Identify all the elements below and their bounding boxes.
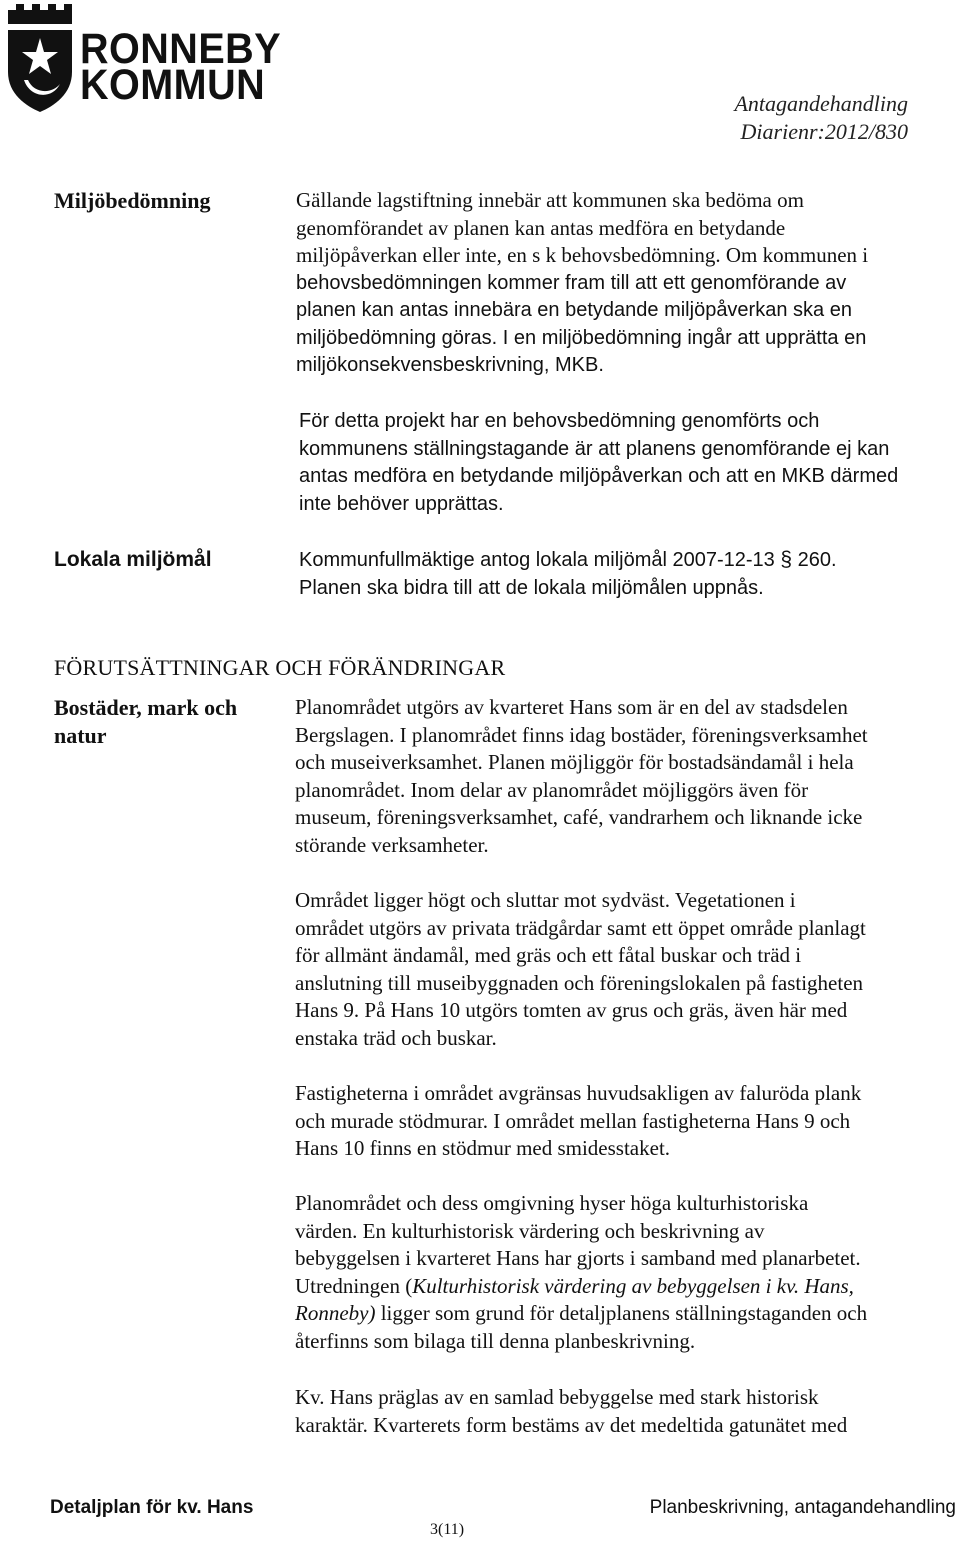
- footer-document-type: Planbeskrivning, antagandehandling: [649, 1497, 956, 1518]
- text-line: bebyggelsen i kvarteret Hans har gjorts i samband med planarbetet.: [295, 1246, 861, 1270]
- bostader-paragraph-1: [295, 694, 945, 859]
- text-line: museum, föreningsverksamhet, café, vandrarhem och liknande icke: [295, 805, 863, 829]
- text-line: störande verksamheter.: [295, 832, 489, 857]
- reference-title-cont: Ronneby): [295, 1301, 376, 1325]
- text-line: [299, 546, 939, 575]
- text-line: för allmänt ändamål, med gräs och ett fåtal buskar och träd i: [295, 943, 802, 967]
- text-line: Hans 9. På Hans 10 utgörs tomten av grus och gräs, även här med: [295, 998, 848, 1022]
- text-line: Området ligger högt och sluttar mot sydväst. Vegetationen i: [295, 888, 796, 912]
- text-line: enstaka träd och buskar.: [295, 1025, 497, 1050]
- text-line: miljökonsekvensbeskrivning, MKB.: [296, 354, 604, 376]
- reference-prefix: Utredningen (: [295, 1273, 413, 1298]
- bostader-paragraph-4: [295, 1190, 955, 1355]
- label-line: Bostäder, mark och: [54, 695, 238, 720]
- text-line: miljöbedömning göras. I en miljöbedömning ingår att upprätta en: [296, 326, 867, 349]
- coat-of-arms-icon: [4, 2, 76, 114]
- text-line: Hans 10 finns en stödmur med smidesstaket.: [295, 1136, 671, 1160]
- text-line: Gällande lagstiftning innebär att kommunen ska bedöma om: [296, 188, 804, 212]
- text-line: [295, 1273, 955, 1301]
- diary-number: Diarienr:2012/830: [740, 119, 908, 144]
- lokala-miljomal-paragraph: [299, 546, 939, 602]
- section-label-miljobedomning: Miljöbedömning: [54, 188, 211, 213]
- document-info: [734, 90, 908, 146]
- section-sign: §: [780, 548, 793, 571]
- label-line: natur: [54, 723, 107, 748]
- text-line: planen kan antas innebära en betydande miljöpåverkan ska en: [296, 299, 852, 321]
- text-line: För detta projekt har en behovsbedömning genomförts och: [299, 410, 820, 432]
- decision-text: Kommunfullmäktige antog lokala miljömål 2007-12-13: [299, 549, 775, 571]
- text-line: genomförandet av planen kan antas medföra en betydande: [296, 215, 786, 240]
- ronneby-kommun-logo: [4, 2, 282, 114]
- bostader-paragraph-2: [295, 887, 945, 1052]
- text-line: värden. En kulturhistorisk värdering och beskrivning av: [295, 1218, 765, 1243]
- document-status: Antagandehandling: [734, 91, 908, 116]
- text-line: Planen ska bidra till att de lokala miljömålen uppnås.: [299, 576, 764, 599]
- text-line: anslutning till museibyggnaden och föreningslokalen på fastigheten: [295, 970, 864, 995]
- bostader-paragraph-5: [295, 1384, 945, 1439]
- text-line: Kv. Hans präglas av en samlad bebyggelse med stark historisk: [295, 1385, 819, 1409]
- text-line: och murade stödmurar. I området mellan fastigheterna Hans 9 och: [295, 1108, 851, 1133]
- logo-text-kommun: KOMMUN: [80, 61, 266, 109]
- section-label-lokala-miljomal: Lokala miljömål: [54, 548, 212, 571]
- miljobedomning-paragraph-2: [299, 408, 939, 518]
- text-line: Bergslagen. I planområdet finns idag bostäder, föreningsverksamhet: [295, 722, 868, 747]
- decision-number: 260.: [797, 549, 837, 571]
- text-line: Fastigheterna i området avgränsas huvudsakligen av faluröda plank: [295, 1081, 862, 1105]
- bostader-paragraph-3: [295, 1080, 945, 1163]
- text-line: antas medföra en betydande miljöpåverkan och att en MKB därmed: [299, 465, 899, 487]
- text-line: kommunens ställningstagande är att planens genomförande ej kan: [299, 437, 890, 460]
- section-label-bostader: [54, 694, 237, 750]
- section-heading-forutsattningar: FÖRUTSÄTTNINGAR OCH FÖRÄNDRINGAR: [54, 655, 506, 680]
- text-line: inte behöver upprättas.: [299, 492, 504, 515]
- miljobedomning-paragraph-1: [296, 187, 936, 380]
- logo-text-ronneby: RONNEBY: [80, 25, 282, 73]
- text-line: Planområdet och dess omgivning hyser höga kulturhistoriska: [295, 1191, 809, 1215]
- text-line: behovsbedömningen kommer fram till att ett genomförande av: [296, 271, 847, 294]
- text-line: planområdet. Inom delar av planområdet möjliggörs även för: [295, 777, 809, 802]
- text-line: och museiverksamhet. Planen möjliggör för bostadsändamål i hela: [295, 750, 854, 774]
- text-line: karaktär. Kvarterets form bestäms av det medeltida gatunätet med: [295, 1412, 848, 1437]
- text-line: [295, 1300, 955, 1328]
- footer-plan-title: Detaljplan för kv. Hans: [50, 1497, 254, 1518]
- page-number: 3(11): [430, 1521, 465, 1538]
- text-line: miljöpåverkan eller inte, en s k behovsbedömning. Om kommunen i: [296, 243, 869, 267]
- reference-title: Kulturhistorisk värdering av bebyggelsen i kv. Hans,: [412, 1273, 854, 1298]
- text-line: Planområdet utgörs av kvarteret Hans som är en del av stadsdelen: [295, 695, 848, 719]
- text-line: återfinns som bilaga till denna planbeskrivning.: [295, 1328, 696, 1353]
- text-line: området utgörs av privata trädgårdar samt ett öppet område planlagt: [295, 915, 866, 940]
- reference-suffix: ligger som grund för detaljplanens ställningstaganden och: [375, 1301, 868, 1325]
